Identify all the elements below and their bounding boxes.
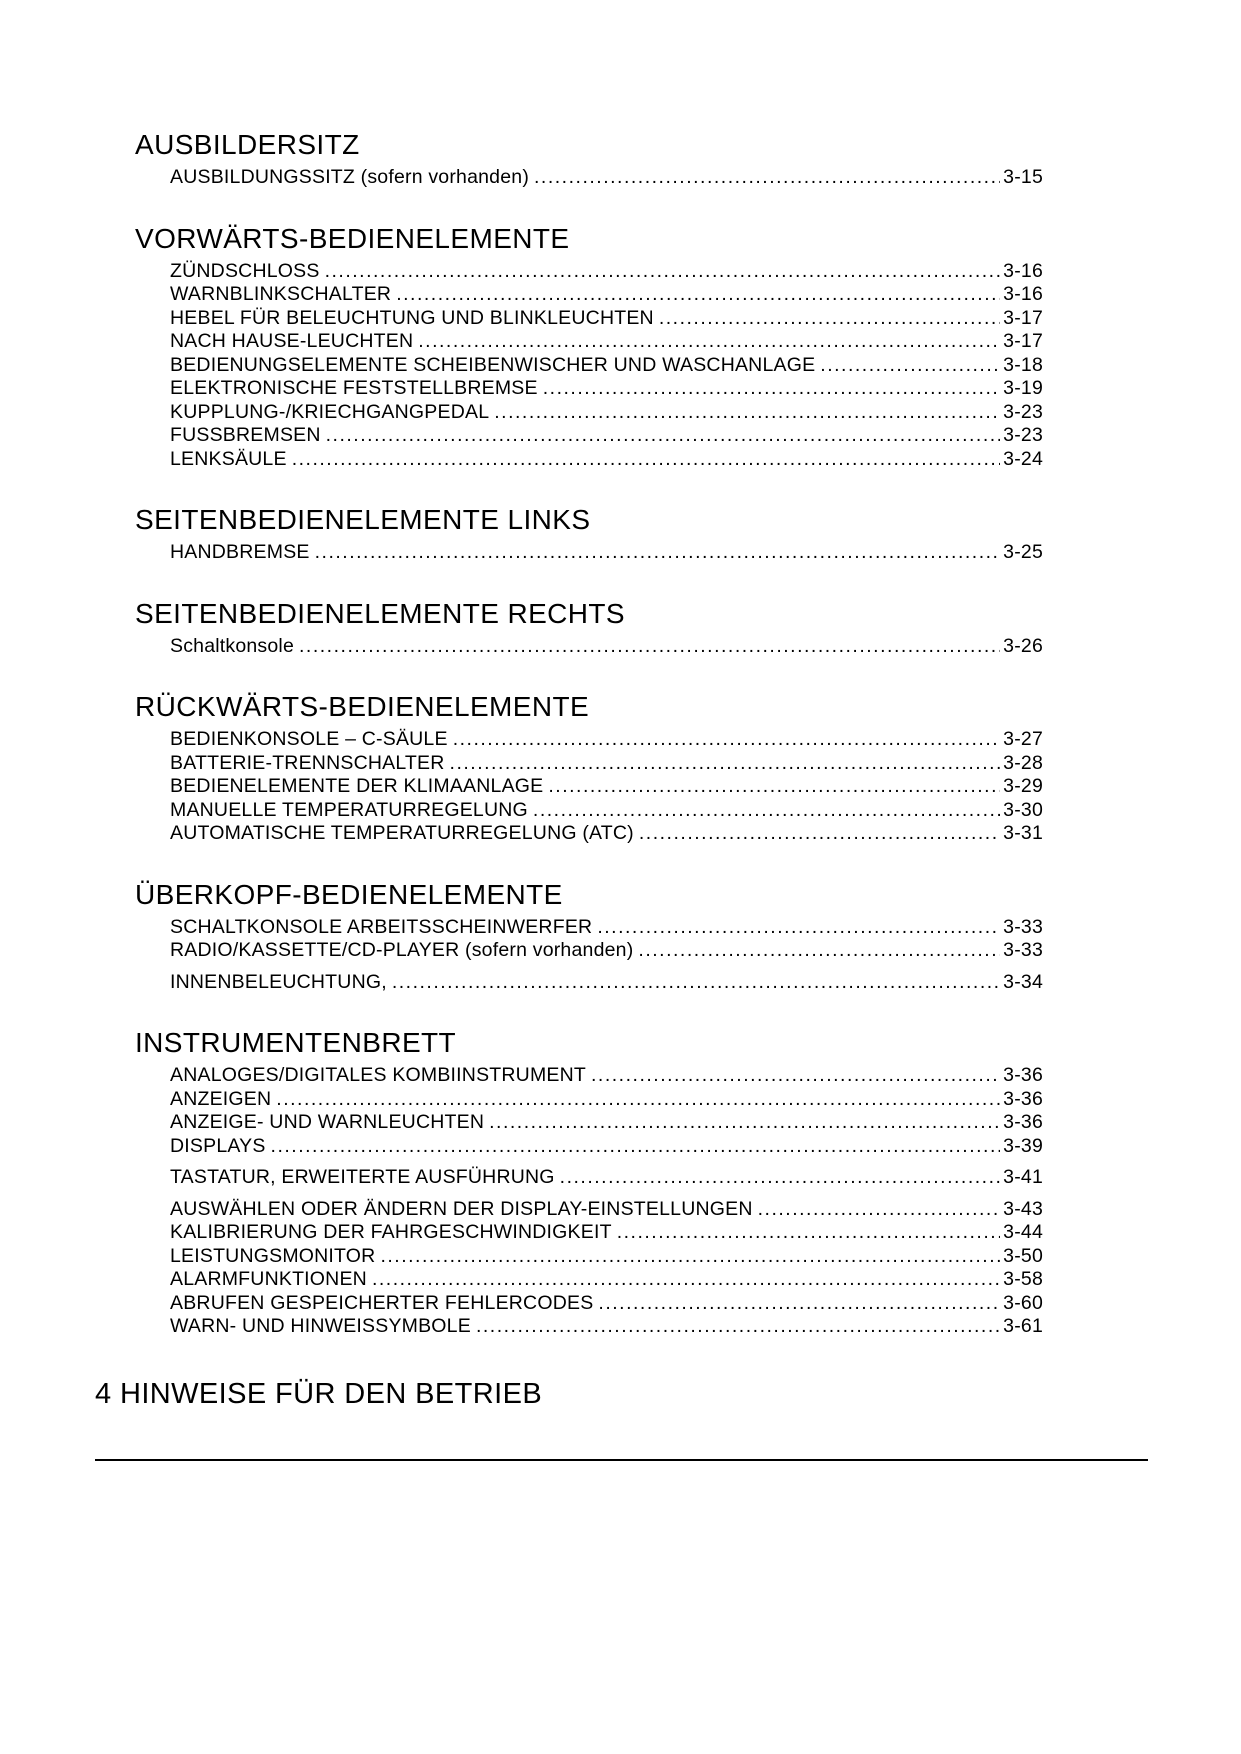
toc-entry <box>135 1268 1043 1292</box>
toc-leader-dots <box>489 1111 1000 1135</box>
toc-entry-label: AUTOMATISCHE TEMPERATURREGELUNG (ATC) <box>170 822 634 844</box>
toc-entry <box>135 1166 1043 1190</box>
toc-entry-label: RADIO/KASSETTE/CD-PLAYER (sofern vorhanden) <box>170 939 634 961</box>
toc-leader-dots <box>372 1268 1000 1292</box>
toc-entry-page: 3-17 <box>1003 306 1043 329</box>
toc-entry-label: DISPLAYS <box>170 1134 266 1157</box>
toc-entry-label: BEDIENELEMENTE DER KLIMAANLAGE <box>170 775 544 797</box>
toc-entry <box>135 971 1043 995</box>
toc-entry-label: LEISTUNGSMONITOR <box>170 1244 376 1267</box>
toc-entry-page: 3-24 <box>1003 447 1043 470</box>
toc-entry-label: INNENBELEUCHTUNG, <box>170 970 387 993</box>
toc-leader-dots <box>271 1135 1001 1159</box>
toc-entry-label: ALARMFUNKTIONEN <box>170 1268 367 1290</box>
toc-entry-label: WARN- UND HINWEISSYMBOLE <box>170 1315 471 1337</box>
toc-entry <box>135 752 1043 776</box>
toc-entry-page: 3-50 <box>1003 1244 1043 1267</box>
toc-entry-label: Schaltkonsole <box>170 634 295 657</box>
toc-entry <box>135 448 1043 472</box>
toc-leader-dots <box>598 1292 1000 1316</box>
toc-entry <box>135 541 1043 565</box>
toc-leader-dots <box>617 1221 1000 1245</box>
toc-entry-page: 3-23 <box>1003 400 1043 423</box>
section-title: RÜCKWÄRTS-BEDIENELEMENTE <box>135 691 590 722</box>
toc-entry-page: 3-39 <box>1003 1134 1043 1157</box>
toc-entry-label: HEBEL FÜR BELEUCHTUNG UND BLINKLEUCHTEN <box>170 306 654 329</box>
toc-entry-page: 3-27 <box>1003 728 1043 750</box>
toc-leader-dots <box>659 307 1000 331</box>
toc-leader-dots <box>450 752 1001 776</box>
toc-entry-page: 3-31 <box>1003 822 1043 844</box>
toc-entry-label: MANUELLE TEMPERATURREGELUNG <box>170 798 528 821</box>
toc-entry <box>135 822 1043 846</box>
toc-entry-page: 3-28 <box>1003 751 1043 774</box>
section-title: INSTRUMENTENBRETT <box>135 1027 457 1058</box>
toc-entry <box>135 354 1043 378</box>
footer-divider <box>95 1459 1148 1461</box>
toc-entry <box>135 799 1043 823</box>
toc-entry-label: AUSWÄHLEN ODER ÄNDERN DER DISPLAY-EINSTELLUNGEN <box>170 1197 753 1220</box>
toc-entry-page: 3-25 <box>1003 541 1043 563</box>
toc-leader-dots <box>548 775 1000 799</box>
toc-leader-dots <box>543 377 1000 401</box>
toc-leader-dots <box>591 1064 1000 1088</box>
toc-entry-page: 3-33 <box>1003 915 1043 938</box>
toc-leader-dots <box>380 1245 1000 1269</box>
table-of-contents <box>135 128 1043 1371</box>
toc-leader-dots <box>315 541 1001 565</box>
toc-leader-dots <box>299 635 1000 659</box>
toc-leader-dots <box>494 401 1000 425</box>
toc-entry-page: 3-36 <box>1003 1064 1043 1086</box>
toc-entry-page: 3-60 <box>1003 1291 1043 1314</box>
toc-entry <box>135 1221 1043 1245</box>
toc-leader-dots <box>476 1315 1000 1339</box>
toc-entry-page: 3-30 <box>1003 798 1043 821</box>
toc-entry-label: ELEKTRONISCHE FESTSTELLBREMSE <box>170 377 538 399</box>
toc-entry <box>135 424 1043 448</box>
toc-entry <box>135 260 1043 284</box>
toc-entry-label: LENKSÄULE <box>170 447 287 470</box>
toc-entry-page: 3-43 <box>1003 1197 1043 1220</box>
section-title: ÜBERKOPF-BEDIENELEMENTE <box>135 878 563 910</box>
toc-entry <box>135 1088 1043 1112</box>
toc-entry-page: 3-23 <box>1003 424 1043 446</box>
toc-entry <box>135 1198 1043 1222</box>
toc-entry <box>135 1111 1043 1135</box>
toc-entry-label: FUSSBREMSEN <box>170 424 321 446</box>
toc-entry-page: 3-44 <box>1003 1221 1043 1243</box>
toc-entry <box>135 1315 1043 1339</box>
toc-entry-label: ZÜNDSCHLOSS <box>170 259 320 282</box>
toc-entry-label: KALIBRIERUNG DER FAHRGESCHWINDIGKEIT <box>170 1221 612 1243</box>
section-title: AUSBILDERSITZ <box>135 129 360 160</box>
toc-leader-dots <box>758 1198 1001 1222</box>
toc-leader-dots <box>418 330 1000 354</box>
toc-section <box>135 597 1043 659</box>
next-chapter-heading: 4 HINWEISE FÜR DEN BETRIEB <box>95 1378 543 1410</box>
toc-entry-page: 3-26 <box>1003 634 1043 657</box>
toc-entry <box>135 1064 1043 1088</box>
toc-entry-label: ANZEIGEN <box>170 1087 272 1110</box>
toc-leader-dots <box>639 822 1000 846</box>
toc-leader-dots <box>292 448 1000 472</box>
toc-entry-label: KUPPLUNG-/KRIECHGANGPEDAL <box>170 400 490 423</box>
toc-entry <box>135 1135 1043 1159</box>
toc-entry-label: AUSBILDUNGSSITZ (sofern vorhanden) <box>170 166 530 188</box>
toc-entry <box>135 916 1043 940</box>
toc-section <box>135 222 1043 472</box>
toc-entry <box>135 939 1043 963</box>
toc-entry-label: TASTATUR, ERWEITERTE AUSFÜHRUNG <box>170 1166 555 1188</box>
section-title: VORWÄRTS-BEDIENELEMENTE <box>135 222 570 254</box>
toc-entry-page: 3-36 <box>1003 1111 1043 1133</box>
toc-entry-page: 3-33 <box>1003 939 1043 961</box>
toc-leader-dots <box>533 799 1000 823</box>
toc-entry <box>135 166 1043 190</box>
toc-section <box>135 128 1043 190</box>
toc-leader-dots <box>326 424 1001 448</box>
toc-entry <box>135 728 1043 752</box>
toc-leader-dots <box>597 916 1000 940</box>
toc-entry-page: 3-19 <box>1003 377 1043 399</box>
toc-leader-dots <box>560 1166 1000 1190</box>
toc-leader-dots <box>820 354 1000 378</box>
toc-entry-label: NACH HAUSE-LEUCHTEN <box>170 330 414 352</box>
section-title: SEITENBEDIENELEMENTE RECHTS <box>135 597 625 629</box>
toc-entry-label: ANZEIGE- UND WARNLEUCHTEN <box>170 1111 485 1133</box>
toc-entry <box>135 283 1043 307</box>
toc-entry-page: 3-36 <box>1003 1087 1043 1110</box>
section-title: SEITENBEDIENELEMENTE LINKS <box>135 504 591 535</box>
toc-entry-label: HANDBREMSE <box>170 541 310 563</box>
toc-entry <box>135 635 1043 659</box>
toc-leader-dots <box>392 971 1000 995</box>
toc-entry-label: BEDIENKONSOLE – C-SÄULE <box>170 728 448 750</box>
toc-entry-label: BEDIENUNGSELEMENTE SCHEIBENWISCHER UND WASCHANLAGE <box>170 353 816 376</box>
toc-entry-page: 3-15 <box>1003 166 1043 188</box>
toc-leader-dots <box>534 166 1000 190</box>
toc-section <box>135 1026 1043 1339</box>
toc-entry-page: 3-61 <box>1003 1315 1043 1337</box>
toc-entry-page: 3-58 <box>1003 1268 1043 1290</box>
toc-leader-dots <box>638 939 1000 963</box>
toc-entry <box>135 1245 1043 1269</box>
toc-entry-label: WARNBLINKSCHALTER <box>170 283 392 305</box>
toc-entry-page: 3-41 <box>1003 1166 1043 1188</box>
toc-section <box>135 690 1043 846</box>
toc-entry-page: 3-29 <box>1003 775 1043 797</box>
toc-entry-label: BATTERIE-TRENNSCHALTER <box>170 751 445 774</box>
toc-entry-page: 3-16 <box>1003 259 1043 282</box>
toc-leader-dots <box>325 260 1001 284</box>
toc-entry <box>135 330 1043 354</box>
toc-entry <box>135 401 1043 425</box>
toc-entry-label: ABRUFEN GESPEICHERTER FEHLERCODES <box>170 1291 594 1314</box>
toc-leader-dots <box>396 283 1000 307</box>
toc-entry-label: SCHALTKONSOLE ARBEITSSCHEINWERFER <box>170 915 593 938</box>
toc-entry-page: 3-34 <box>1003 970 1043 993</box>
toc-entry-page: 3-17 <box>1003 330 1043 352</box>
toc-entry-label: ANALOGES/DIGITALES KOMBIINSTRUMENT <box>170 1064 587 1086</box>
toc-section <box>135 503 1043 565</box>
toc-leader-dots <box>276 1088 1000 1112</box>
toc-entry <box>135 775 1043 799</box>
toc-entry <box>135 1292 1043 1316</box>
toc-entry <box>135 307 1043 331</box>
toc-section <box>135 878 1043 995</box>
toc-entry-page: 3-18 <box>1003 353 1043 376</box>
toc-leader-dots <box>453 728 1000 752</box>
toc-entry-page: 3-16 <box>1003 283 1043 305</box>
toc-entry <box>135 377 1043 401</box>
